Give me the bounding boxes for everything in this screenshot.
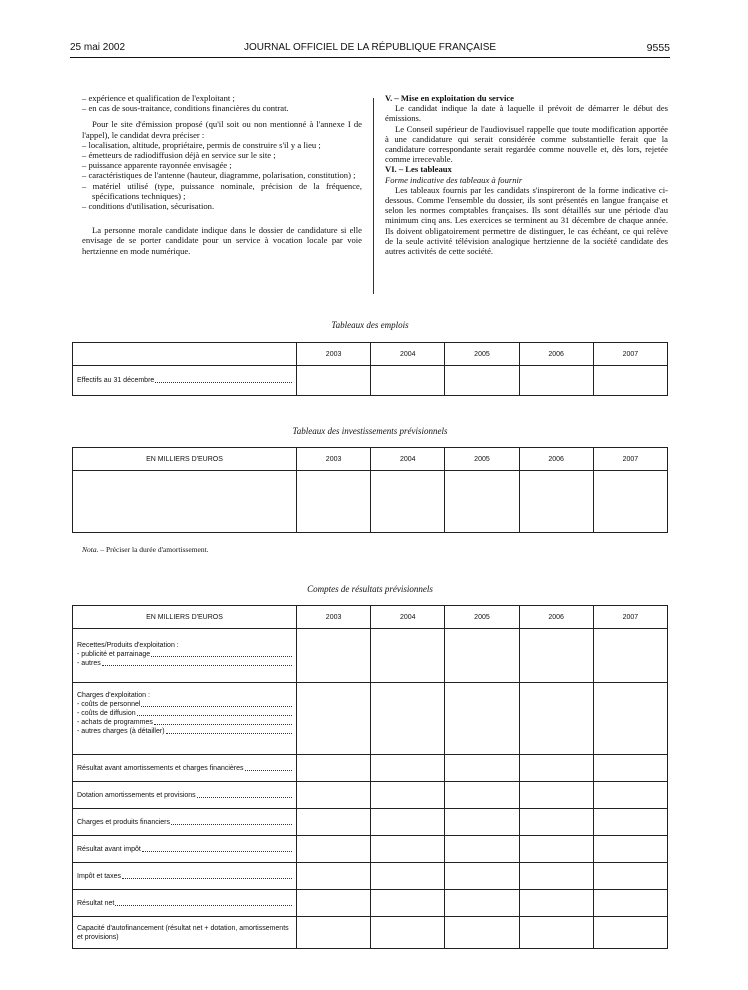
table-cell[interactable] bbox=[593, 836, 667, 863]
recettes-item: - autres bbox=[77, 660, 101, 667]
nota-label: Nota. bbox=[82, 545, 99, 554]
closing-paragraph: La personne morale candidate indique dans le dossier de candidature si elle envisage de se porter candidate pour un service à vocation locale par voie hertzienne en mode numérique. bbox=[82, 225, 362, 256]
table-cell[interactable] bbox=[445, 809, 519, 836]
table-cell[interactable] bbox=[519, 836, 593, 863]
list-item: – puissance apparente rayonnée envisagée ; bbox=[82, 160, 232, 171]
table-cell[interactable] bbox=[519, 890, 593, 917]
table-cell[interactable] bbox=[519, 366, 593, 396]
table-cell[interactable] bbox=[519, 917, 593, 949]
table-cell[interactable] bbox=[519, 809, 593, 836]
year-header: 2005 bbox=[445, 606, 519, 629]
table-cell[interactable] bbox=[593, 809, 667, 836]
left-column bbox=[82, 93, 362, 256]
table-cell[interactable] bbox=[593, 471, 667, 533]
table-cell[interactable] bbox=[593, 917, 667, 949]
table-cell[interactable] bbox=[593, 629, 667, 683]
page-header bbox=[70, 42, 670, 56]
table-cell[interactable] bbox=[297, 471, 371, 533]
row-label: Charges et produits financiers bbox=[77, 818, 170, 826]
year-header: 2005 bbox=[445, 343, 519, 366]
table-row bbox=[73, 366, 668, 396]
table-cell[interactable] bbox=[371, 782, 445, 809]
right-column bbox=[385, 93, 668, 256]
recettes-title: Recettes/Produits d'exploitation : bbox=[77, 642, 179, 649]
charges-item: - coûts de personnel bbox=[77, 701, 141, 708]
table-cell[interactable] bbox=[371, 755, 445, 782]
site-intro: Pour le site d'émission proposé (qu'il soit ou non mentionné à l'annexe I de l'appel), le candidat devra préciser : bbox=[82, 119, 362, 140]
row-label-effectifs: Effectifs au 31 décembre bbox=[77, 377, 155, 384]
table-cell[interactable] bbox=[445, 890, 519, 917]
unit-header: EN MILLIERS D'EUROS bbox=[73, 606, 297, 629]
table-resultats-caption: Comptes de résultats prévisionnels bbox=[307, 584, 433, 594]
column-divider bbox=[373, 98, 374, 294]
table-investissements-caption: Tableaux des investissements prévisionnels bbox=[292, 426, 448, 436]
section-5-paragraph-2: Le Conseil supérieur de l'audiovisuel rappelle que toute modification apportée à une candidature qui serait considérée comme substantielle ferait que la candidature correspondante serait regardée comme nouvelle et, dès lors, rejetée comme irrecevable. bbox=[385, 123, 668, 165]
list-item: – caractéristiques de l'antenne (hauteur, diagramme, polarisation, constitution) ; bbox=[82, 170, 356, 181]
charges-item: - achats de programmes bbox=[77, 719, 153, 726]
recettes-item: - publicité et parrainage bbox=[77, 651, 151, 658]
charges-item: - coûts de diffusion bbox=[77, 710, 136, 717]
year-header: 2003 bbox=[297, 448, 371, 471]
table-row bbox=[73, 471, 668, 533]
list-item: – matériel utilisé (type, puissance nominale, précision de la fréquence, spécifications techniques) ; bbox=[82, 180, 362, 201]
table-cell[interactable] bbox=[297, 863, 371, 890]
table-cell[interactable] bbox=[297, 629, 371, 683]
table-cell[interactable] bbox=[371, 683, 445, 755]
charges-item: - autres charges (à détailler) bbox=[77, 728, 165, 735]
table-row bbox=[73, 836, 668, 863]
table-cell[interactable] bbox=[297, 683, 371, 755]
table-cell[interactable] bbox=[593, 782, 667, 809]
table-cell[interactable] bbox=[445, 917, 519, 949]
section-6-subtitle: Forme indicative des tableaux à fournir bbox=[385, 174, 523, 185]
table-cell[interactable] bbox=[445, 836, 519, 863]
table-cell[interactable] bbox=[445, 755, 519, 782]
year-header: 2007 bbox=[593, 606, 667, 629]
nota-text: – Préciser la durée d'amortissement. bbox=[100, 545, 209, 554]
table-cell[interactable] bbox=[593, 683, 667, 755]
header-journal-title: JOURNAL OFFICIEL DE LA RÉPUBLIQUE FRANÇAISE bbox=[243, 42, 497, 53]
list-item: – localisation, altitude, propriétaire, permis de construire s'il y a lieu ; bbox=[82, 139, 321, 150]
row-label-capacite: Capacité d'autofinancement (résultat net + dotation, amortissements et provisions) bbox=[77, 924, 289, 941]
table-cell[interactable] bbox=[297, 366, 371, 396]
table-cell[interactable] bbox=[371, 809, 445, 836]
table-cell[interactable] bbox=[519, 755, 593, 782]
table-row bbox=[73, 809, 668, 836]
row-label: Résultat net bbox=[77, 899, 115, 907]
table-cell[interactable] bbox=[593, 890, 667, 917]
header-date: 25 mai 2002 bbox=[70, 42, 126, 53]
table-emplois bbox=[72, 342, 668, 396]
table-cell[interactable] bbox=[519, 863, 593, 890]
row-label: Impôt et taxes bbox=[77, 872, 121, 880]
section-6-title: VI. – Les tableaux bbox=[385, 164, 452, 175]
table-cell[interactable] bbox=[371, 471, 445, 533]
table-investissements bbox=[72, 447, 668, 533]
table-cell[interactable] bbox=[593, 863, 667, 890]
year-header: 2004 bbox=[371, 448, 445, 471]
table-cell[interactable] bbox=[371, 863, 445, 890]
section-5-paragraph-1: Le candidat indique la date à laquelle il prévoit de démarrer le début des émissions. bbox=[385, 103, 668, 124]
table-resultats bbox=[72, 605, 668, 949]
list-item: – en cas de sous-traitance, conditions financières du contrat. bbox=[82, 103, 289, 114]
table-cell[interactable] bbox=[297, 809, 371, 836]
section-6-paragraph: Les tableaux fournis par les candidats s'inspireront de la forme indicative ci-dessous. Comme l'ensemble du dossier, ils sont présentés en langue française et selon les normes comptables françaises. Ils sont détaillés sur une période d'au minimum cinq ans. Les exercices se terminent au 31 décembre de chaque année. Ils doivent obligatoirement permettre de distinguer, le cas échéant, ce qui relève de la seule activité télévision analogique hertzienne de la société candidate des autres activités de cette société. bbox=[385, 184, 668, 257]
table-row bbox=[73, 683, 668, 755]
year-header: 2006 bbox=[519, 606, 593, 629]
row-label: Dotation amortissements et provisions bbox=[77, 791, 196, 799]
table-cell[interactable] bbox=[445, 629, 519, 683]
year-header: 2007 bbox=[593, 448, 667, 471]
table-row bbox=[73, 917, 668, 949]
row-label: Résultat avant amortissements et charges financières bbox=[77, 764, 244, 772]
list-item: – conditions d'utilisation, sécurisation. bbox=[82, 201, 215, 212]
table-row bbox=[73, 629, 668, 683]
table-cell[interactable] bbox=[445, 863, 519, 890]
table-cell[interactable] bbox=[297, 782, 371, 809]
year-header: 2004 bbox=[371, 343, 445, 366]
table-emplois-caption: Tableaux des emplois bbox=[331, 320, 409, 330]
header-page-number: 9555 bbox=[646, 42, 670, 54]
table-cell[interactable] bbox=[297, 755, 371, 782]
table-cell[interactable] bbox=[445, 782, 519, 809]
table-cell[interactable] bbox=[371, 366, 445, 396]
list-item: – émetteurs de radiodiffusion déjà en service sur le site ; bbox=[82, 150, 276, 161]
table-row bbox=[73, 755, 668, 782]
table-cell[interactable] bbox=[297, 890, 371, 917]
year-header: 2006 bbox=[519, 343, 593, 366]
charges-title: Charges d'exploitation : bbox=[77, 692, 150, 699]
table-cell[interactable] bbox=[519, 782, 593, 809]
year-header: 2005 bbox=[445, 448, 519, 471]
table-cell[interactable] bbox=[445, 471, 519, 533]
table-cell[interactable] bbox=[297, 917, 371, 949]
table-cell[interactable] bbox=[371, 890, 445, 917]
nota bbox=[82, 545, 209, 554]
unit-header: EN MILLIERS D'EUROS bbox=[73, 448, 297, 471]
year-header: 2007 bbox=[593, 343, 667, 366]
table-cell[interactable] bbox=[445, 366, 519, 396]
table-header-blank bbox=[73, 343, 297, 366]
table-row bbox=[73, 782, 668, 809]
table-cell[interactable] bbox=[445, 683, 519, 755]
section-5-title: V. – Mise en exploitation du service bbox=[385, 93, 514, 103]
table-row bbox=[73, 863, 668, 890]
table-cell[interactable] bbox=[371, 836, 445, 863]
table-cell[interactable] bbox=[519, 683, 593, 755]
table-cell[interactable] bbox=[297, 836, 371, 863]
table-cell[interactable] bbox=[519, 629, 593, 683]
year-header: 2003 bbox=[297, 343, 371, 366]
year-header: 2004 bbox=[371, 606, 445, 629]
table-cell[interactable] bbox=[73, 471, 297, 533]
list-item: – expérience et qualification de l'exploitant ; bbox=[82, 93, 235, 103]
year-header: 2006 bbox=[519, 448, 593, 471]
table-cell[interactable] bbox=[519, 471, 593, 533]
row-label: Résultat avant impôt bbox=[77, 845, 141, 853]
table-cell[interactable] bbox=[593, 755, 667, 782]
table-row bbox=[73, 890, 668, 917]
year-header: 2003 bbox=[297, 606, 371, 629]
header-rule bbox=[70, 57, 670, 58]
table-cell[interactable] bbox=[593, 366, 667, 396]
table-cell[interactable] bbox=[371, 629, 445, 683]
table-cell[interactable] bbox=[371, 917, 445, 949]
